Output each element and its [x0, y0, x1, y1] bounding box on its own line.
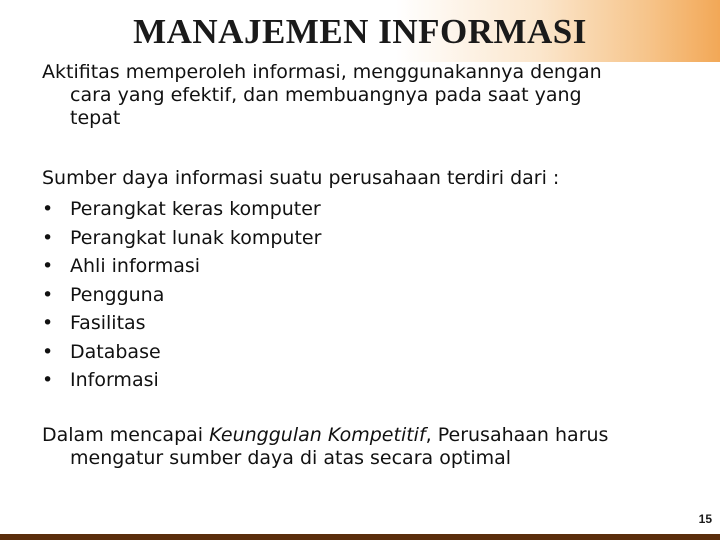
list-item-label: Ahli informasi: [70, 255, 201, 277]
definition-line-2: cara yang efektif, dan membuangnya pada saat yang: [70, 84, 582, 106]
list-item-label: Database: [70, 340, 161, 363]
bullet-icon: •: [42, 340, 54, 363]
conclusion-text-start: Dalam mencapai: [42, 424, 210, 446]
definition-paragraph: [42, 61, 602, 130]
list-item-label: Pengguna: [70, 283, 165, 306]
sources-intro: Sumber daya informasi suatu perusahaan terdiri dari :: [42, 167, 560, 189]
list-item: [42, 281, 321, 310]
conclusion-text-end: , Perusahaan harus: [425, 424, 609, 446]
list-item: [42, 224, 321, 253]
slide-title: MANAJEMEN INFORMASI: [133, 12, 587, 51]
bullet-icon: •: [42, 226, 54, 249]
sources-list: [42, 195, 321, 395]
list-item: [42, 252, 321, 281]
bullet-icon: •: [42, 255, 54, 277]
definition-line-3: tepat: [70, 107, 121, 129]
bullet-icon: •: [42, 198, 54, 220]
list-item-label: Fasilitas: [70, 312, 146, 334]
list-item: [42, 309, 321, 338]
list-item: [42, 195, 321, 224]
list-item-label: Perangkat lunak komputer: [70, 226, 322, 249]
bullet-icon: •: [42, 312, 54, 334]
definition-line-1: Aktifitas memperoleh informasi, menggunakannya dengan: [42, 61, 602, 83]
bullet-icon: •: [42, 369, 54, 391]
competitive-advantage-term: Keunggulan Kompetitif: [209, 424, 426, 446]
list-item-label: Perangkat keras komputer: [70, 198, 321, 220]
list-item: [42, 366, 321, 395]
conclusion-line-2: mengatur sumber daya di atas secara optimal: [70, 447, 512, 469]
conclusion-paragraph: [42, 424, 608, 470]
conclusion-line-1: [42, 424, 608, 447]
list-item: [42, 338, 321, 367]
page-number: 15: [698, 512, 712, 526]
footer-line: [0, 534, 720, 540]
list-item-label: Informasi: [70, 369, 159, 391]
bullet-icon: •: [42, 283, 54, 306]
